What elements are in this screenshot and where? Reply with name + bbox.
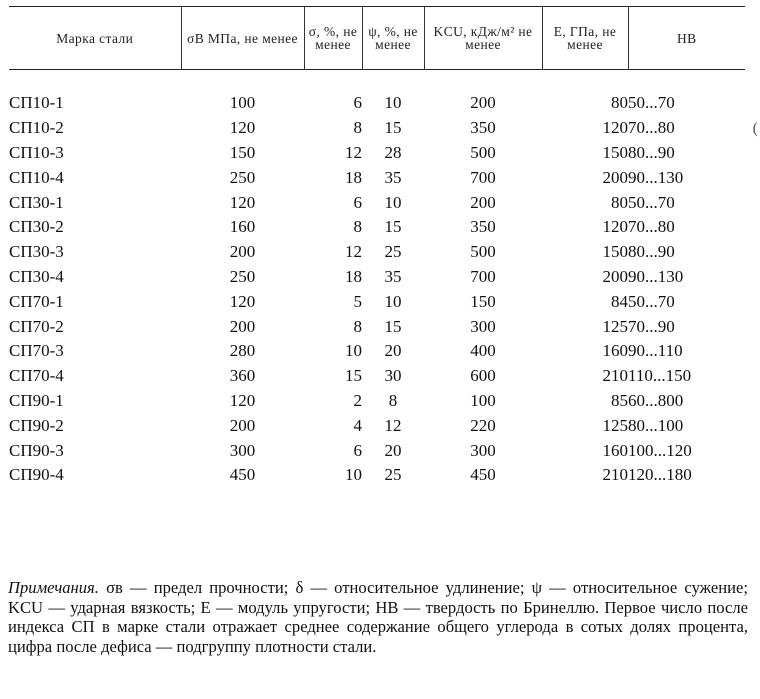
cell-reduction-area: 15 — [384, 316, 402, 336]
table-row — [9, 215, 745, 240]
cell-elastic-modulus: 210 — [602, 366, 628, 386]
table-body — [9, 70, 745, 488]
cell-steel-grade: СП90-1 — [9, 390, 64, 410]
cell-elastic-modulus: 160 — [602, 440, 628, 460]
cell-brinell-hardness: 90...130 — [628, 167, 684, 187]
cell-elastic-modulus: 200 — [602, 167, 628, 187]
table-row — [9, 141, 745, 166]
table-row — [9, 438, 745, 463]
cell-elongation: 18 — [345, 167, 362, 187]
cell-elongation: 6 — [353, 192, 362, 212]
cell-steel-grade: СП70-4 — [9, 366, 64, 386]
cell-tensile-strength: 200 — [229, 316, 256, 336]
cell-impact-toughness: 450 — [470, 465, 496, 485]
cell-tensile-strength: 300 — [229, 440, 256, 460]
cell-reduction-area: 15 — [384, 118, 402, 138]
cell-tensile-strength: 250 — [229, 266, 256, 286]
cell-elongation: 12 — [345, 142, 362, 162]
cell-reduction-area: 12 — [384, 415, 402, 435]
cell-elongation: 8 — [353, 118, 362, 138]
table-row — [9, 265, 745, 290]
cell-reduction-area: 20 — [384, 440, 402, 460]
cell-brinell-hardness: 60...800 — [628, 390, 684, 410]
cell-elastic-modulus: 125 — [602, 316, 628, 336]
cell-reduction-area: 10 — [384, 291, 402, 311]
cell-steel-grade: СП70-1 — [9, 291, 64, 311]
cell-impact-toughness: 300 — [470, 440, 496, 460]
cell-steel-grade: СП30-4 — [9, 266, 64, 286]
cell-brinell-hardness: 70...80 — [628, 217, 675, 237]
cell-elastic-modulus: 85 — [611, 390, 628, 410]
cell-steel-grade: СП90-2 — [9, 415, 64, 435]
cell-impact-toughness: 500 — [470, 242, 496, 262]
cell-steel-grade: СП70-2 — [9, 316, 64, 336]
header-steel-grade: Марка стали — [9, 7, 181, 70]
cell-steel-grade: СП10-1 — [9, 93, 64, 113]
cell-tensile-strength: 160 — [229, 217, 256, 237]
cell-reduction-area: 15 — [384, 217, 402, 237]
cell-steel-grade: СП30-2 — [9, 217, 64, 237]
cell-elastic-modulus: 80 — [611, 192, 628, 212]
cell-tensile-strength: 120 — [229, 390, 256, 410]
cell-elongation: 12 — [345, 242, 362, 262]
cell-brinell-hardness: 50...70 — [628, 192, 675, 212]
header-impact-toughness: KCU, кДж/м² не менее — [424, 7, 542, 70]
cell-elongation: 2 — [353, 390, 362, 410]
cell-elastic-modulus: 150 — [602, 242, 628, 262]
cell-tensile-strength: 450 — [229, 465, 256, 485]
page-edge-mark: ( — [752, 120, 758, 137]
footnote-heading: Примечания. — [8, 578, 99, 597]
cell-steel-grade: СП10-3 — [9, 142, 64, 162]
cell-reduction-area: 20 — [384, 341, 402, 361]
cell-elastic-modulus: 80 — [611, 93, 628, 113]
table-spacer-row — [9, 70, 745, 92]
cell-impact-toughness: 400 — [470, 341, 496, 361]
cell-brinell-hardness: 100...120 — [628, 440, 692, 460]
table-row — [9, 240, 745, 265]
cell-reduction-area: 35 — [384, 266, 402, 286]
cell-impact-toughness: 700 — [470, 266, 496, 286]
cell-brinell-hardness: 50...70 — [628, 291, 675, 311]
cell-impact-toughness: 600 — [470, 366, 496, 386]
cell-impact-toughness: 150 — [470, 291, 496, 311]
cell-tensile-strength: 200 — [229, 242, 256, 262]
cell-tensile-strength: 250 — [229, 167, 256, 187]
table-row — [9, 289, 745, 314]
cell-tensile-strength: 280 — [229, 341, 256, 361]
cell-reduction-area: 10 — [384, 93, 402, 113]
table-row — [9, 116, 745, 141]
cell-steel-grade: СП30-3 — [9, 242, 64, 262]
cell-reduction-area: 28 — [384, 142, 402, 162]
cell-elongation: 8 — [353, 316, 362, 336]
cell-steel-grade: СП10-4 — [9, 167, 64, 187]
table-row — [9, 314, 745, 339]
cell-reduction-area: 30 — [384, 366, 402, 386]
cell-reduction-area: 35 — [384, 167, 402, 187]
cell-elongation: 4 — [353, 415, 362, 435]
cell-brinell-hardness: 90...110 — [628, 341, 683, 361]
cell-elastic-modulus: 150 — [602, 142, 628, 162]
cell-reduction-area: 25 — [384, 465, 402, 485]
cell-tensile-strength: 360 — [229, 366, 256, 386]
cell-reduction-area: 10 — [384, 192, 402, 212]
cell-elongation: 6 — [353, 440, 362, 460]
cell-impact-toughness: 700 — [470, 167, 496, 187]
cell-impact-toughness: 200 — [470, 192, 496, 212]
footnote-text: σв — предел прочности; δ — относительное удлинение; ψ — относительное сужение; KCU — ударная вязкость; E — модуль упругости; НВ — твердость по Бринеллю. Первое число после индекса СП в марке стали отражает среднее содержание общего углерода в сотых долях процента, цифра после дефиса — подгруппу плотности стали. — [8, 578, 748, 656]
cell-tensile-strength: 120 — [229, 118, 256, 138]
table-row — [9, 364, 745, 389]
cell-reduction-area: 25 — [384, 242, 402, 262]
table-row — [9, 165, 745, 190]
table-row — [9, 463, 745, 488]
cell-steel-grade: СП90-4 — [9, 465, 64, 485]
cell-steel-grade: СП30-1 — [9, 192, 64, 212]
header-elongation: σ, %, не менее — [304, 7, 362, 70]
cell-impact-toughness: 100 — [470, 390, 496, 410]
cell-steel-grade: СП90-3 — [9, 440, 64, 460]
cell-elastic-modulus: 160 — [602, 341, 628, 361]
cell-elongation: 6 — [353, 93, 362, 113]
cell-steel-grade: СП10-2 — [9, 118, 64, 138]
header-elastic-modulus: E, ГПа, не менее — [542, 7, 628, 70]
cell-brinell-hardness: 90...130 — [628, 266, 684, 286]
cell-brinell-hardness: 80...100 — [628, 415, 684, 435]
cell-tensile-strength: 150 — [229, 142, 256, 162]
cell-elongation: 18 — [345, 266, 362, 286]
cell-impact-toughness: 500 — [470, 142, 496, 162]
cell-elastic-modulus: 84 — [611, 291, 628, 311]
cell-brinell-hardness: 120...180 — [628, 465, 692, 485]
cell-reduction-area: 8 — [388, 390, 398, 410]
cell-elastic-modulus: 210 — [602, 465, 628, 485]
steel-properties-table — [9, 6, 745, 488]
cell-brinell-hardness: 80...90 — [628, 242, 675, 262]
cell-tensile-strength: 120 — [229, 291, 256, 311]
cell-steel-grade: СП70-3 — [9, 341, 64, 361]
cell-elastic-modulus: 200 — [602, 266, 628, 286]
cell-tensile-strength: 200 — [229, 415, 256, 435]
cell-elongation: 15 — [345, 366, 362, 386]
table-row — [9, 91, 745, 116]
footnote — [8, 578, 748, 656]
cell-impact-toughness: 350 — [470, 118, 496, 138]
cell-elastic-modulus: 125 — [602, 415, 628, 435]
table-row — [9, 190, 745, 215]
header-brinell-hardness: НВ — [628, 7, 745, 70]
cell-impact-toughness: 350 — [470, 217, 496, 237]
cell-elongation: 10 — [345, 465, 362, 485]
cell-elongation: 10 — [345, 341, 362, 361]
cell-elastic-modulus: 120 — [602, 118, 628, 138]
cell-brinell-hardness: 70...90 — [628, 316, 675, 336]
table-row — [9, 389, 745, 414]
cell-impact-toughness: 220 — [470, 415, 496, 435]
cell-impact-toughness: 200 — [470, 93, 496, 113]
table-header — [9, 7, 745, 70]
table-row — [9, 339, 745, 364]
cell-elongation: 8 — [353, 217, 362, 237]
cell-tensile-strength: 120 — [229, 192, 256, 212]
header-tensile-strength: σB МПа, не менее — [181, 7, 304, 70]
cell-elongation: 5 — [353, 291, 362, 311]
cell-brinell-hardness: 50...70 — [628, 93, 675, 113]
cell-impact-toughness: 300 — [470, 316, 496, 336]
header-reduction-area: ψ, %, не менее — [362, 7, 424, 70]
cell-brinell-hardness: 110...150 — [628, 366, 692, 386]
cell-brinell-hardness: 70...80 — [628, 118, 675, 138]
table-row — [9, 413, 745, 438]
cell-elastic-modulus: 120 — [602, 217, 628, 237]
cell-tensile-strength: 100 — [229, 93, 256, 113]
cell-brinell-hardness: 80...90 — [628, 142, 675, 162]
